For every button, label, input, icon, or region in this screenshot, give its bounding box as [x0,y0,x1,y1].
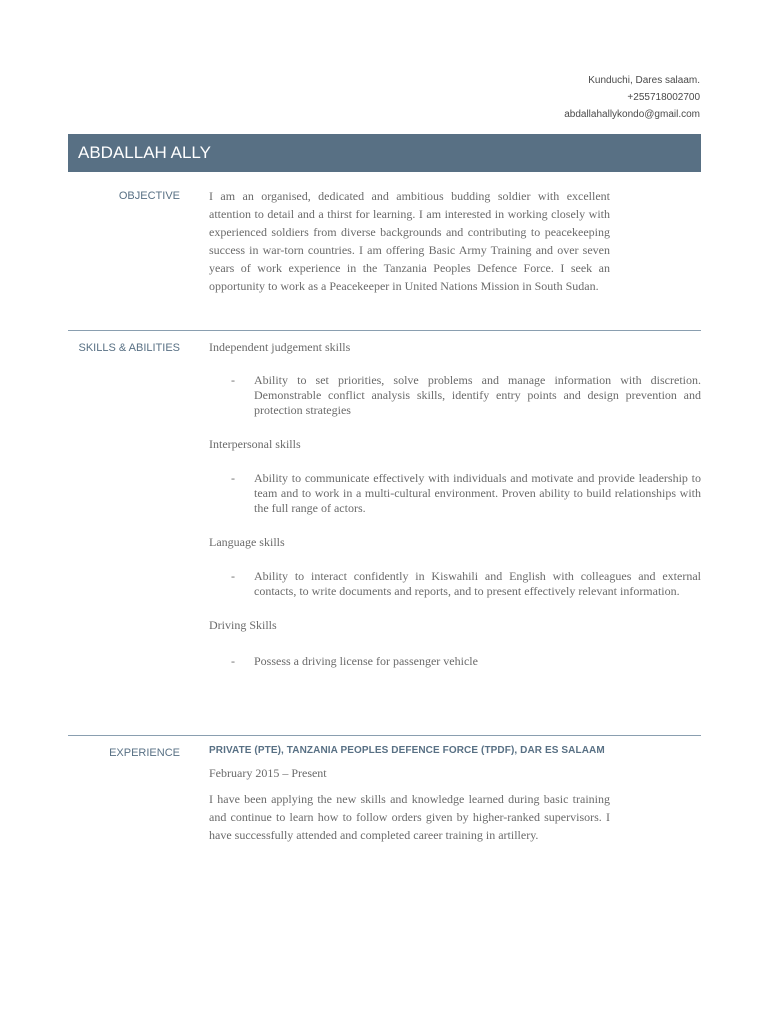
job-dates: February 2015 – Present [209,766,327,780]
skill-bullet-driving [209,654,701,669]
section-divider [68,330,701,331]
skill-bullet-judgement [209,373,701,418]
skill-bullet-text: Ability to set priorities, solve problems and manage information with discretion. Demonstrable conflict analysis skills, identify entry points and design prevention and protection strategies [254,373,701,417]
section-divider [68,735,701,736]
job-description: I have been applying the new skills and knowledge learned during basic training and continue to learn how to follow orders given by higher-ranked supervisors. I have successfully attended and completed career training in artillery. [209,792,610,842]
skill-bullet-text: Possess a driving license for passenger vehicle [254,654,478,668]
contact-email: abdallahallykondo@gmail.com [564,109,700,120]
skill-heading-interpersonal: Interpersonal skills [209,437,301,451]
candidate-name: ABDALLAH ALLY [78,143,211,162]
skill-bullet-text: Ability to interact confidently in Kiswahili and English with colleagues and external contacts, to write documents and reports, and to present effectively relevant information. [254,569,701,598]
contact-address: Kunduchi, Dares salaam. [588,75,700,86]
skills-label: SKILLS & ABILITIES [78,342,180,354]
skill-heading-driving: Driving Skills [209,618,277,632]
contact-block [564,72,700,123]
skill-bullet-language [209,569,701,599]
bullet-dash: - [231,373,235,387]
objective-text: I am an organised, dedicated and ambitious budding soldier with excellent attention to detail and a thirst for learning. I am interested in working closely with experienced soldiers from diverse backgrounds and contributing to peacekeeping success in war-torn countries. I am offering Basic Army Training and over seven years of work experience in the Tanzania Peoples Defence Force. I seek an opportunity to work as a Peacekeeper in United Nations Mission in South Sudan. [209,189,610,293]
skill-heading-language: Language skills [209,535,285,549]
skill-bullet-interpersonal [209,471,701,516]
skill-bullet-text: Ability to communicate effectively with individuals and motivate and provide leadership to team and to work in a multi-cultural environment. Proven ability to build relationships with the full range of actors. [254,471,701,515]
objective-label: OBJECTIVE [118,190,180,202]
bullet-dash: - [231,471,235,485]
bullet-dash: - [231,569,235,583]
name-banner [68,134,701,172]
bullet-dash: - [231,654,235,668]
experience-label: EXPERIENCE [109,747,180,759]
contact-phone: +255718002700 [627,92,700,103]
skill-heading-judgement: Independent judgement skills [209,340,351,354]
job-title: PRIVATE (PTE), TANZANIA PEOPLES DEFENCE FORCE (TPDF), DAR ES SALAAM [209,745,605,756]
skills-list [209,339,701,669]
